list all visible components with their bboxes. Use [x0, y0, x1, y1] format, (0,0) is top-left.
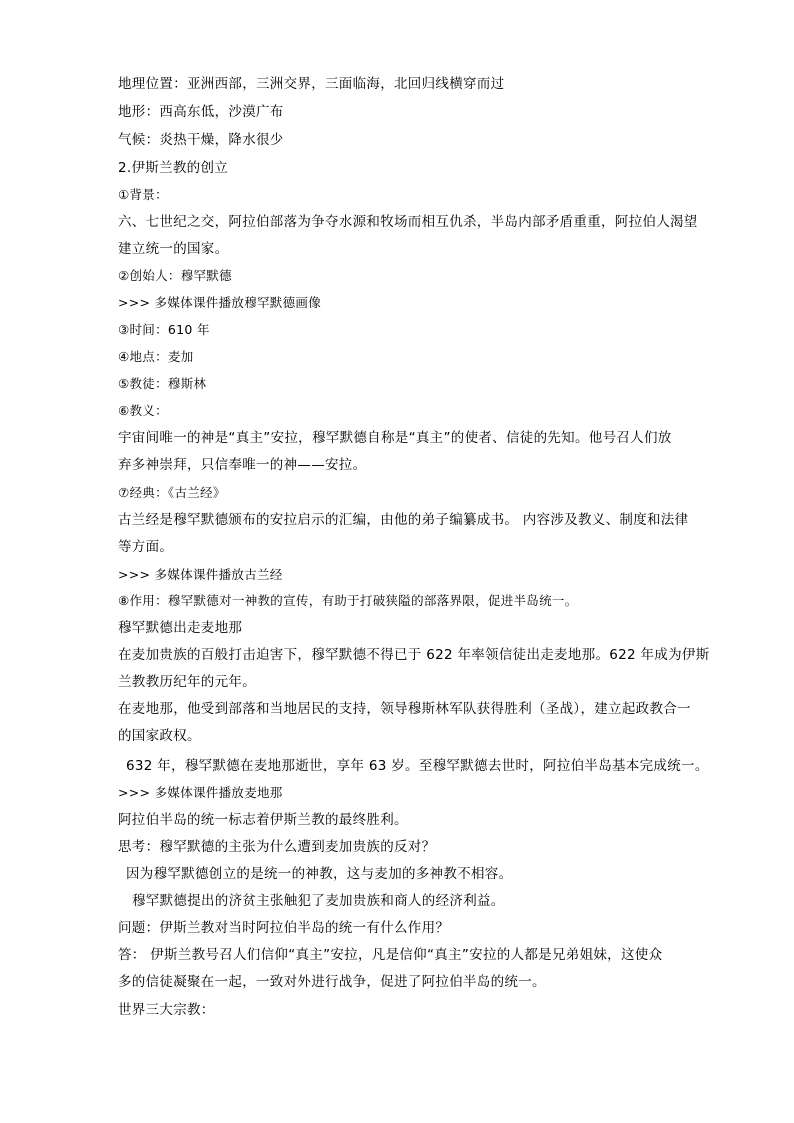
text-line: 地理位置：亚洲西部，三洲交界，三面临海，北回归线横穿而过	[118, 76, 505, 92]
text-line: 等方面。	[118, 539, 174, 555]
text-line: 在麦地那，他受到部落和当地居民的支持，领导穆斯林军队获得胜利（圣战），建立起政教合一	[118, 701, 691, 717]
text-line: 632 年，穆罕默德在麦地那逝世，享年 63 岁。至穆罕默德去世时，阿拉伯半岛基本完成统一。	[126, 758, 709, 774]
text-line: 阿拉伯半岛的统一标志着伊斯兰教的最终胜利。	[118, 812, 408, 828]
text-line: 在麦加贵族的百般打击迫害下，穆罕默德不得已于 622 年率领信徒出走麦地那。622 年成为伊斯	[118, 647, 710, 663]
text-line: 多的信徒凝聚在一起，一致对外进行战争，促进了阿拉伯半岛的统一。	[118, 974, 546, 990]
text-line: 因为穆罕默德创立的是统一的神教，这与麦加的多神教不相容。	[126, 866, 513, 882]
text-line: ⑤教徒：穆斯林	[118, 376, 207, 391]
text-line: ⑧作用：穆罕默德对一神教的宣传，有助于打破狭隘的部落界限，促进半岛统一。	[118, 593, 578, 608]
text-line: 问题：伊斯兰教对当时阿拉伯半岛的统一有什么作用？	[118, 920, 450, 936]
text-line: 世界三大宗教：	[118, 1002, 215, 1018]
multimedia-note: >>> 多媒体课件播放穆罕默德画像	[118, 295, 321, 310]
text-line: 穆罕默德提出的济贫主张触犯了麦加贵族和商人的经济利益。	[132, 893, 505, 909]
text-line: ⑥教义：	[118, 403, 168, 418]
text-line: 思考：穆罕默德的主张为什么遭到麦加贵族的反对？	[118, 839, 436, 855]
text-line: 穆罕默德出走麦地那	[118, 620, 243, 636]
text-line: ①背景：	[118, 187, 168, 202]
multimedia-note: >>> 多媒体课件播放古兰经	[118, 567, 283, 582]
text-line: 的国家政权。	[118, 728, 201, 744]
text-line: 古兰经是穆罕默德颁布的安拉启示的汇编，由他的弟子编纂成书。 内容涉及教义、制度和法律	[118, 512, 689, 528]
text-line: 宇宙间唯一的神是“真主”安拉，穆罕默德自称是“真主”的使者、信徒的先知。他号召人们放	[118, 430, 672, 446]
multimedia-note: >>> 多媒体课件播放麦地那	[118, 785, 283, 800]
text-line: ③时间：610 年	[118, 322, 210, 337]
text-line: 气候：炎热干燥，降水很少	[118, 132, 284, 148]
text-line: 六、七世纪之交，阿拉伯部落为争夺水源和牧场而相互仇杀，半岛内部矛盾重重，阿拉伯人渴望	[118, 214, 698, 230]
text-line: 地形：西高东低，沙漠广布	[118, 104, 284, 120]
text-line: ⑦经典：《古兰经》	[118, 485, 226, 500]
section-heading: 2.伊斯兰教的创立	[118, 160, 229, 176]
text-line: ②创始人：穆罕默德	[118, 268, 232, 283]
text-line: 弃多神崇拜，只信奉唯一的神——安拉。	[118, 457, 367, 473]
text-line: 兰教教历纪年的元年。	[118, 674, 256, 690]
text-line: 建立统一的国家。	[118, 241, 229, 257]
text-line: ④地点：麦加	[118, 349, 194, 364]
text-line: 答： 伊斯兰教号召人们信仰“真主”安拉，凡是信仰“真主”安拉的人都是兄弟姐妹，这使众	[118, 947, 663, 963]
